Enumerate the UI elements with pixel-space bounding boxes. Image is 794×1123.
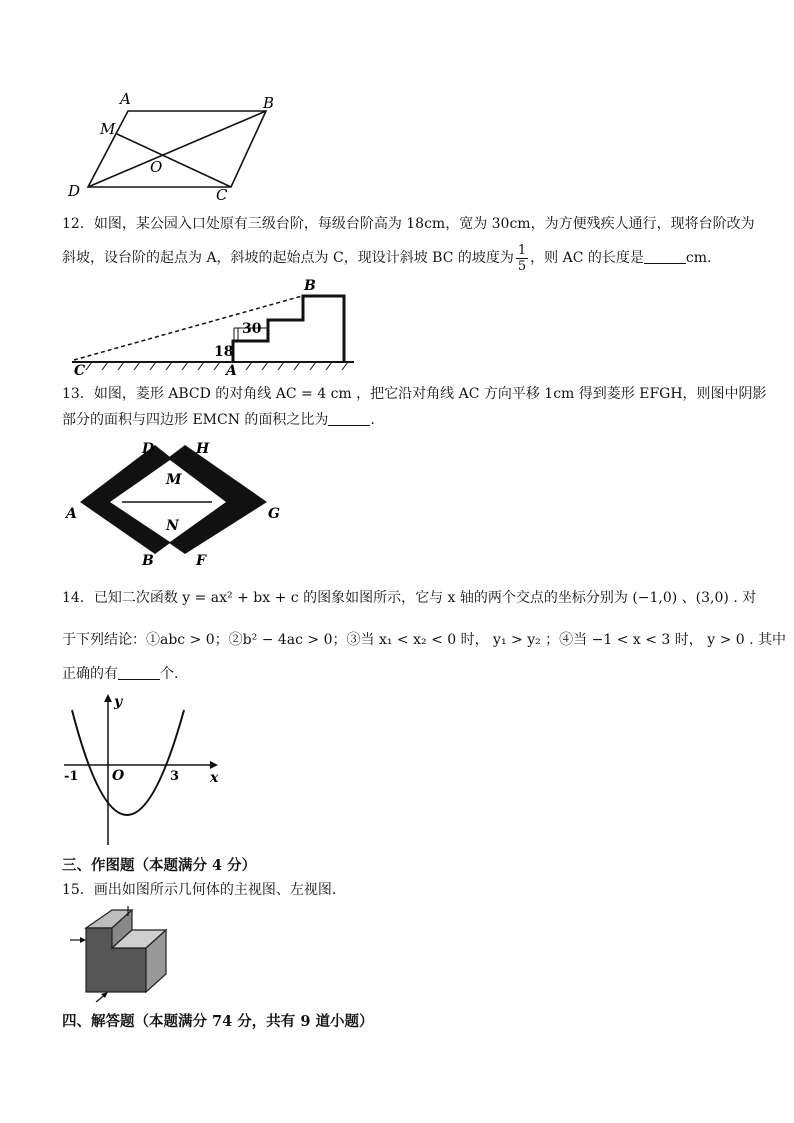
label-b: B <box>304 278 316 294</box>
label-g: G <box>268 506 280 522</box>
label-a: A <box>66 506 77 522</box>
q12-text-a: 斜坡，设台阶的起点为 A，斜坡的起始点为 C，现设计斜坡 BC 的坡度为 <box>62 250 514 266</box>
label-three: 3 <box>170 769 180 784</box>
answer-blank-12[interactable] <box>644 249 686 264</box>
label-h: H <box>196 441 210 457</box>
q12-text-c: cm. <box>685 250 712 266</box>
label-d: D <box>68 182 81 200</box>
label-b: B <box>263 94 275 112</box>
label-y: y <box>114 694 123 710</box>
q14-text-b: 个. <box>160 666 179 682</box>
label-c: C <box>216 186 228 204</box>
q13-text-a: 部分的面积与四边形 EMCN 的面积之比为 <box>62 412 329 428</box>
q12-text-b: ，则 AC 的长度是 <box>530 250 644 266</box>
label-n: N <box>166 518 179 534</box>
q12-line1: 12．如图，某公园入口处原有三级台阶，每级台阶高为 18cm，宽为 30cm，为方便残疾人通行，现将台阶改为 <box>62 216 755 232</box>
line-mc <box>117 134 231 187</box>
q15-text: 15．画出如图所示几何体的主视图、左视图. <box>62 882 337 898</box>
q13-line1: 13．如图，菱形 ABCD 的对角线 AC = 4 cm ，把它沿对角线 AC 方向平移 1cm 得到菱形 EFGH，则图中阴影 <box>62 386 767 402</box>
answer-blank-14[interactable] <box>118 665 160 680</box>
label-f: F <box>196 553 206 569</box>
fraction-numerator: 1 <box>517 242 527 258</box>
label-m: M <box>166 472 182 488</box>
label-origin: O <box>112 768 125 784</box>
label-b: B <box>142 553 154 569</box>
q12-line2 <box>62 238 711 278</box>
q13-line2 <box>62 410 375 430</box>
q14-line2: 于下列结论：①abc > 0；②b² − 4ac > 0；③当 x₁ < x₂ < 0 时， y₁ > y₂ ；④当 −1 < x < 3 时， y > 0 . 其中 <box>62 632 787 648</box>
figure-3d-solid <box>64 906 184 1006</box>
answer-blank-13[interactable] <box>328 411 370 426</box>
label-a: A <box>226 363 237 376</box>
q13-text-b: . <box>370 412 375 428</box>
figure-stairs <box>62 278 362 376</box>
figure-rhombus <box>62 438 292 570</box>
figure-parabola <box>62 690 232 850</box>
label-x: x <box>210 770 219 786</box>
arrow-head-front <box>80 937 86 943</box>
q14-line3 <box>62 664 178 684</box>
x-axis-arrow <box>210 761 218 769</box>
label-width-30: 30 <box>242 321 262 337</box>
section-4-heading: 四、解答题（本题满分 74 分，共有 9 道小题） <box>62 1013 374 1030</box>
section-3-heading: 三、作图题（本题满分 4 分） <box>62 857 257 874</box>
figure-parallelogram <box>60 88 300 208</box>
ground-hatching <box>86 362 348 370</box>
label-c: C <box>74 363 86 376</box>
label-minus-one: -1 <box>64 769 79 784</box>
fraction-denominator: 5 <box>517 258 527 274</box>
label-height-18: 18 <box>214 344 234 360</box>
q14-text-a: 正确的有 <box>62 666 118 682</box>
label-a: A <box>120 90 131 108</box>
label-o: O <box>150 158 163 176</box>
label-m: M <box>100 120 116 138</box>
q14-line1: 14．已知二次函数 y = ax² + bx + c 的图象如图所示，它与 x 轴的两个交点的坐标分别为 (−1,0) 、(3,0) . 对 <box>62 590 757 606</box>
parabola-curve <box>72 710 184 815</box>
label-d: D <box>142 441 155 457</box>
slope-fraction <box>516 243 528 274</box>
y-axis-arrow <box>104 694 112 702</box>
